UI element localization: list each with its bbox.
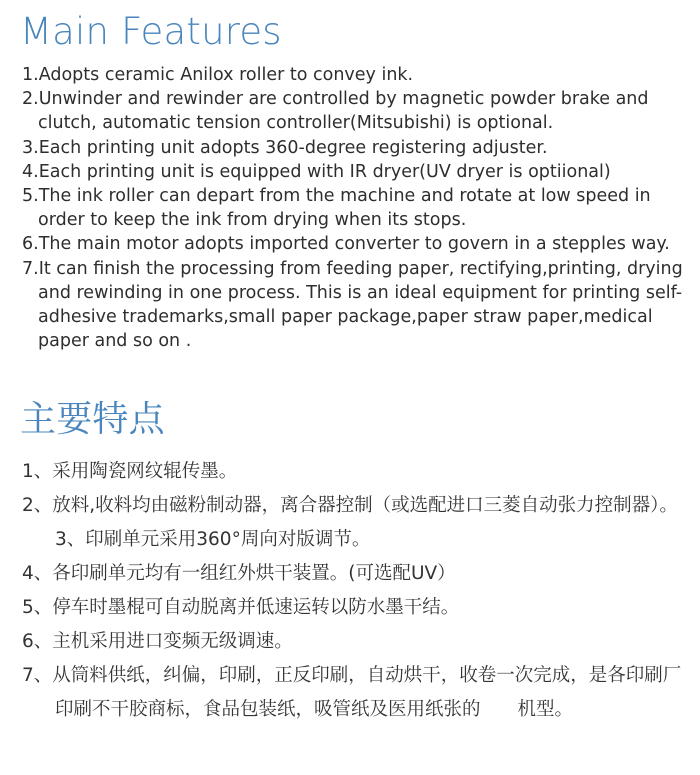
- feature-item-en-1: 1.Adopts ceramic Anilox roller to convey ink.: [22, 65, 414, 85]
- main-features-heading: Main Features: [20, 10, 282, 53]
- feature-item-cn-4: 5、停车时墨棍可自动脱离并低速运转以防水墨干结。: [22, 597, 460, 618]
- feature-item-cn-3: 4、各印刷单元均有一组红外烘干装置。(可选配UV）: [22, 563, 456, 584]
- feature-item-cn-2: 2、放料,收料均由磁粉制动器，离合器控制（或选配进口三菱自动张力控制器）。3、印刷单元采用360°周向对版调节。: [22, 495, 678, 550]
- feature-item-en-6: 6.The main motor adopts imported converter to govern in a stepples way.: [22, 234, 670, 255]
- chinese-features-heading: 主要特点: [20, 399, 165, 440]
- feature-item-en-7: 7.It can finish the processing from feeding paper, rectifying,printing, drying and rewinding in one process. This is an ideal equipment for printing self-adhesive trademarks,small paper package,paper straw paper,medical paper and so on .: [22, 258, 683, 352]
- feature-item-en-5: 5.The ink roller can depart from the machine and rotate at low speed in order to keep the ink from drying when its stops.: [22, 186, 651, 231]
- feature-item-en-4: 4.Each printing unit is equipped with IR dryer(UV dryer is optiional): [22, 161, 611, 182]
- feature-item-en-3: 3.Each printing unit adopts 360-degree registering adjuster.: [22, 137, 548, 158]
- feature-item-cn-1: 1、采用陶瓷网纹辊传墨。: [22, 461, 238, 482]
- feature-item-en-2: 2.Unwinder and rewinder are controlled by magnetic powder brake and clutch, automatic tension controller(Mitsubishi) is optional.: [22, 89, 649, 134]
- chinese-feature-list: [22, 455, 682, 727]
- english-feature-list: [22, 63, 692, 353]
- feature-item-cn-6: 7、从筒料供纸，纠偏，印刷，正反印刷，自动烘干，收卷一次完成，是各印刷厂印刷不干胶商标，食品包装纸，吸管纸及医用纸张的 机型。: [22, 665, 682, 720]
- feature-item-cn-5: 6、主机采用进口变频无级调速。: [22, 631, 293, 652]
